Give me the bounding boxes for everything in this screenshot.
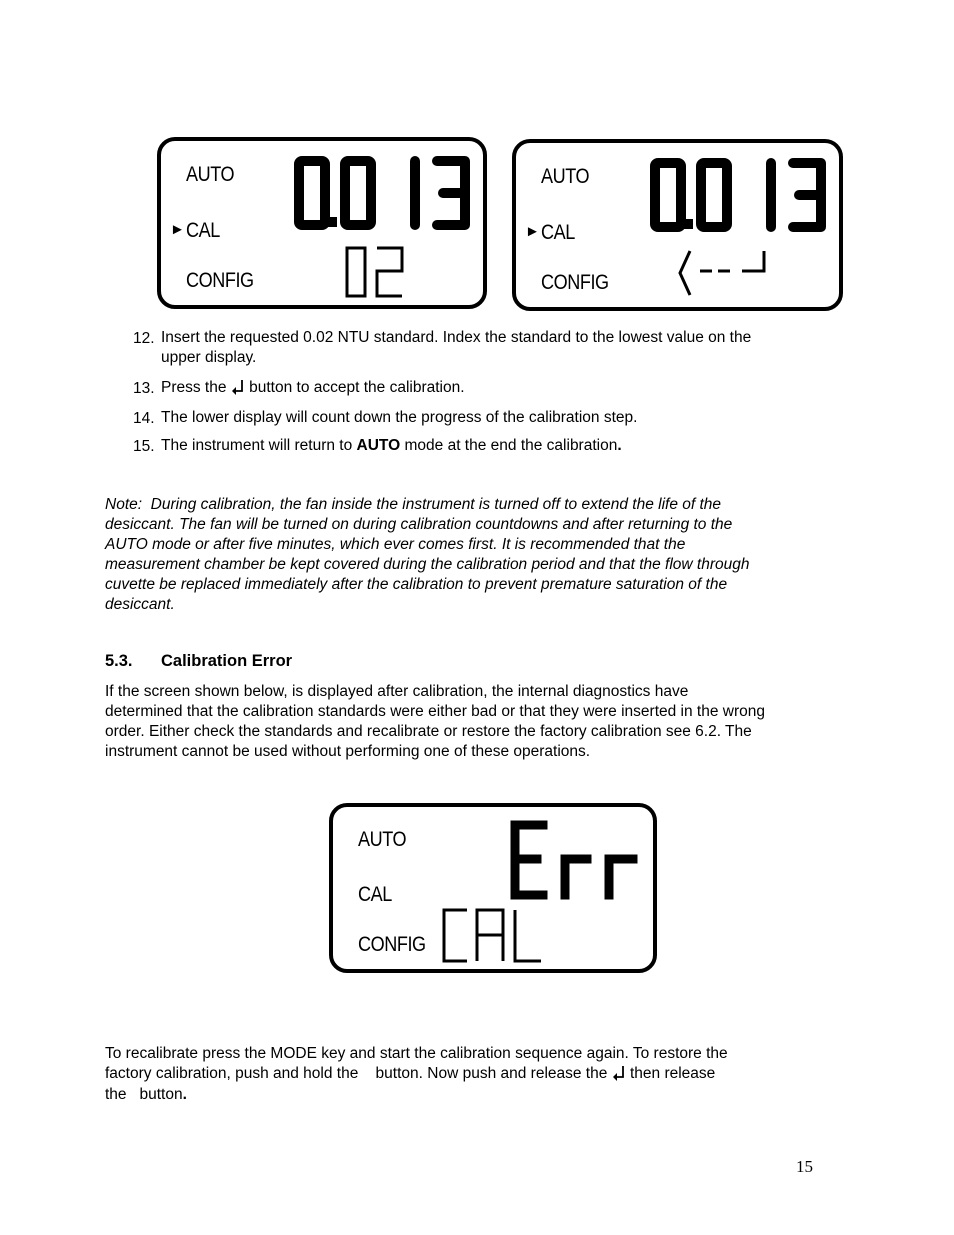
step-text: The instrument will return to AUTO mode at the end the calibration. [161,437,622,454]
lcd-label-auto: AUTO [358,828,407,851]
lcd-label-config: CONFIG [358,933,426,956]
enter-key-icon [612,1065,626,1081]
section-number: 5.3. [105,652,133,670]
lcd-label-cal: CAL [358,883,392,906]
step-number: 14. [133,410,155,427]
step-number: 13. [133,380,155,397]
lcd-error-lower-readout [441,907,549,967]
lcd-upper-readout [647,155,837,235]
lcd-label-cal: CAL [186,219,220,242]
lcd-label-auto: AUTO [186,163,235,186]
lcd-display-right [512,139,843,311]
selection-arrow-icon: ► [170,221,185,238]
step-text-continued: upper display. [161,349,257,366]
lcd-enter-symbol [676,247,776,303]
section-heading [105,652,292,671]
step-text: Insert the requested 0.02 NTU standard. Index the standard to the lowest value on the [161,329,752,346]
error-paragraph: If the screen shown below, is displayed after calibration, the internal diagnostics have determined that the calibration standards were either bad or that they were inserted in the wrong order. Either check the standards and recalibrate or restore the factory calibration see 6.2. The instrument cannot be used without performing one of these operations. [105,683,765,760]
section-title: Calibration Error [161,652,293,670]
lcd-upper-readout [291,153,481,233]
lcd-display-error [329,803,657,973]
step-number: 12. [133,330,155,347]
lcd-error-upper-readout [509,819,649,903]
page-number: 15 [796,1157,813,1176]
lcd-label-config: CONFIG [541,271,609,294]
step-number: 15. [133,438,155,455]
lcd-display-left [157,137,487,309]
step-text: The lower display will count down the progress of the calibration step. [161,409,638,426]
selection-arrow-icon: ► [525,223,540,240]
calibration-note: Note: During calibration, the fan inside the instrument is turned off to extend the life of the desiccant. The fan will be turned on during calibration countdowns and after returning to the AUTO mode or after five minutes, which ever comes first. It is recommended that the measurement chamber be kept covered during the calibration period and that the flow through cuvette be replaced immediately after the calibration to prevent premature saturation of the desiccant. [105,496,750,613]
lcd-label-auto: AUTO [541,165,590,188]
step-text: Press the button to accept the calibration. [161,379,465,396]
recalibrate-paragraph: To recalibrate press the MODE key and start the calibration sequence again. To restore the factory calibration, push and hold the button. Now push and release the then release the button. [105,1045,728,1103]
enter-key-icon [231,379,245,395]
lcd-lower-readout [344,245,424,301]
lcd-label-cal: CAL [541,221,575,244]
lcd-label-config: CONFIG [186,269,254,292]
